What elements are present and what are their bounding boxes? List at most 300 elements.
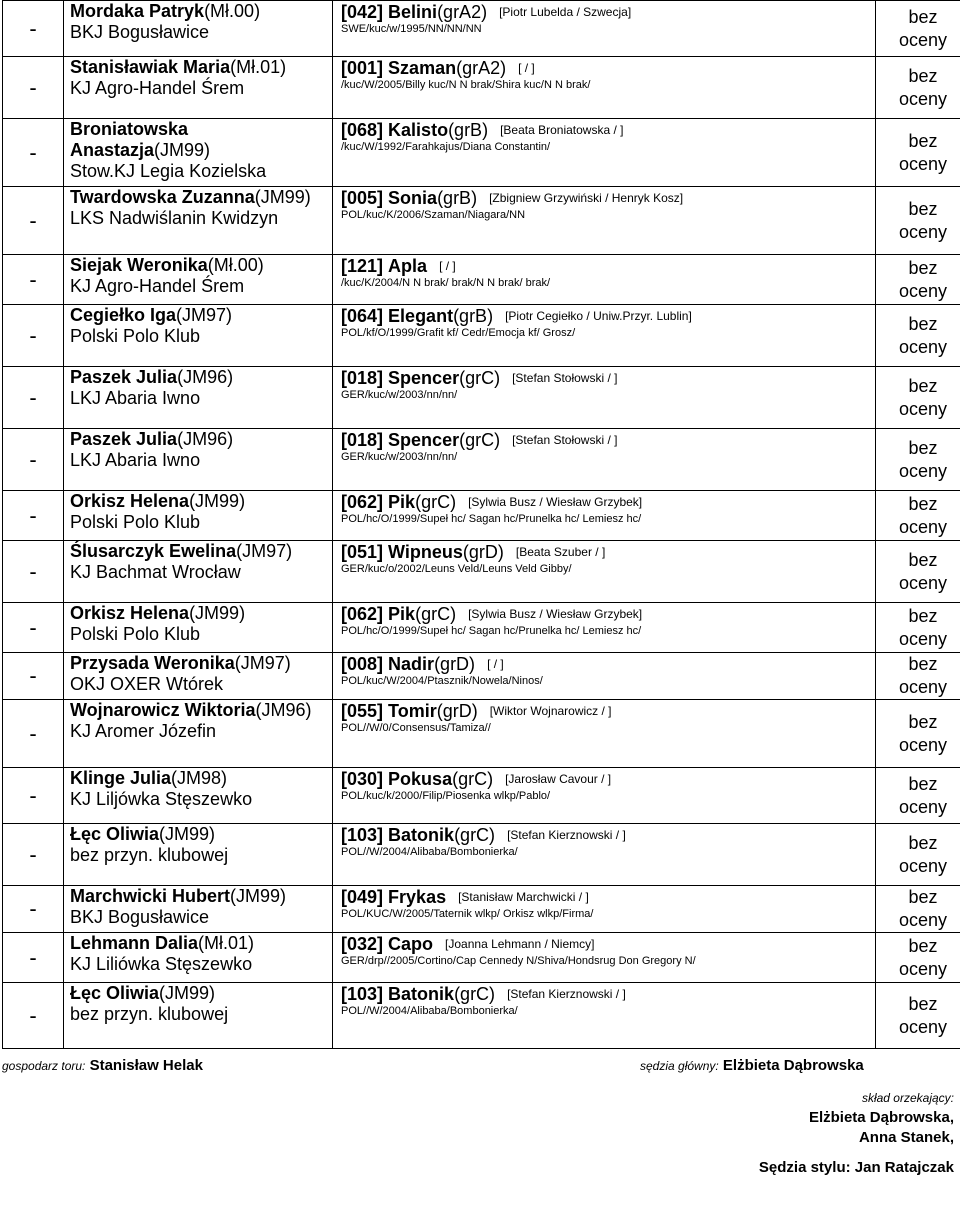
horse-line [341, 603, 875, 625]
rider-name: Wojnarowicz Wiktoria [70, 700, 256, 720]
rider-category: (Mł.00) [207, 255, 264, 275]
rider-club: BKJ Bogusławice [70, 22, 210, 42]
dash-mark: - [29, 502, 37, 528]
rider-cell [64, 429, 333, 491]
horse-owner: [Stefan Kierznowski / ] [507, 828, 626, 842]
horse-number: [121] [341, 256, 384, 276]
rider-name: Orkisz Helena [70, 491, 190, 511]
horse-group: (grB) [448, 120, 489, 140]
score-line-1: bez [908, 935, 938, 956]
horse-name: Sonia [388, 188, 438, 208]
horse-number: [055] [341, 701, 384, 721]
horse-pedigree: GER/kuc/w/2003/nn/nn/ [341, 389, 458, 401]
dash-mark: - [29, 446, 37, 472]
horse-line [341, 886, 875, 908]
horse-cell [333, 886, 876, 933]
score-line-2: oceny [898, 677, 948, 697]
row-dash [3, 603, 64, 653]
horse-line [341, 933, 875, 955]
rider-club: LKJ Abaria Iwno [70, 388, 201, 408]
rider-name-line [70, 305, 332, 326]
rider-category: (JM97) [236, 541, 293, 561]
horse-number: [001] [341, 58, 384, 78]
horse-pedigree: POL/hc/O/1999/Supeł hc/ Sagan hc/Prunelka hc/ Lemiesz hc/ [341, 513, 642, 525]
score-line-2: oceny [898, 460, 948, 481]
style-judge [759, 1159, 954, 1176]
rider-club: LKS Nadwiślanin Kwidzyn [70, 208, 279, 228]
horse-owner: [Stefan Kierznowski / ] [507, 987, 626, 1001]
horse-name: Frykas [388, 887, 447, 907]
rider-club: KJ Bachmat Wrocław [70, 562, 241, 582]
score-cell [876, 57, 960, 119]
horse-cell [333, 933, 876, 983]
horse-pedigree: POL//W/2004/Alibaba/Bombonierka/ [341, 846, 518, 858]
rider-name: Stanisławiak Maria [70, 57, 231, 77]
rider-name-line [70, 933, 332, 954]
dash-mark: - [29, 266, 37, 292]
rider-category: (JM99) [189, 491, 246, 511]
rider-club: KJ Agro-Handel Śrem [70, 276, 245, 296]
rider-category: (JM96) [255, 700, 312, 720]
horse-line [341, 429, 875, 451]
horse-owner: [Stefan Stołowski / ] [512, 433, 618, 447]
rider-cell [64, 1, 333, 57]
horse-group: (grC) [415, 604, 457, 624]
dash-mark: - [29, 841, 37, 867]
horse-name: Tomir [388, 701, 437, 721]
row-dash [3, 983, 64, 1049]
horse-number: [103] [341, 825, 384, 845]
rider-category: (JM98) [171, 768, 228, 788]
horse-pedigree: POL/kf/O/1999/Grafit kf/ Cedr/Emocja kf/ Grosz/ [341, 327, 576, 339]
horse-owner: [Stanisław Marchwicki / ] [458, 890, 589, 904]
score-cell [876, 983, 960, 1049]
table-row [3, 541, 960, 603]
rider-name: Twardowska Zuzanna [70, 187, 255, 207]
horse-group: (grC) [454, 825, 496, 845]
row-dash [3, 1, 64, 57]
results-body [3, 1, 960, 1049]
score-line-2: oceny [898, 516, 948, 537]
row-dash [3, 429, 64, 491]
horse-pedigree: POL/kuc/k/2000/Filip/Piosenka wlkp/Pablo/ [341, 790, 551, 802]
dash-mark: - [29, 944, 37, 970]
row-dash [3, 541, 64, 603]
horse-cell [333, 603, 876, 653]
dash-mark: - [29, 896, 37, 921]
rider-name: Łęc Oliwia [70, 983, 160, 1003]
row-dash [3, 57, 64, 119]
rider-category: (Mł.01) [230, 57, 287, 77]
score-line-2: oceny [898, 1016, 948, 1037]
horse-owner: [Sylwia Busz / Wiesław Grzybek] [468, 495, 643, 509]
score-cell [876, 541, 960, 603]
horse-pedigree: GER/kuc/w/2003/nn/nn/ [341, 451, 458, 463]
rider-name: Łęc Oliwia [70, 824, 160, 844]
horse-owner: [Piotr Lubelda / Szwecja] [499, 5, 632, 19]
score-cell [876, 933, 960, 983]
horse-owner: [Wiktor Wojnarowicz / ] [489, 704, 612, 718]
rider-name-line [70, 886, 332, 907]
horse-pedigree: POL/kuc/W/2004/Ptasznik/Nowela/Ninos/ [341, 675, 543, 687]
score-cell [876, 429, 960, 491]
horse-line [341, 367, 875, 389]
dash-mark: - [29, 15, 37, 41]
horse-line [341, 983, 875, 1005]
horse-cell [333, 119, 876, 187]
horse-number: [068] [341, 120, 384, 140]
rider-name-line [70, 119, 332, 161]
rider-category: (JM99) [230, 886, 287, 906]
rider-cell [64, 603, 333, 653]
rider-name-line [70, 824, 332, 845]
score-line-2: oceny [898, 910, 948, 930]
horse-pedigree: GER/kuc/o/2002/Leuns Veld/Leuns Veld Gibby/ [341, 563, 572, 575]
horse-name: Nadir [388, 654, 435, 674]
horse-group: (grD) [436, 701, 478, 721]
dash-mark: - [29, 139, 37, 165]
horse-cell [333, 768, 876, 824]
horse-owner: [ / ] [487, 657, 504, 671]
horse-group: (grC) [454, 984, 496, 1004]
horse-number: [030] [341, 769, 384, 789]
horse-number: [062] [341, 492, 384, 512]
horse-group: (grB) [453, 306, 494, 326]
horse-owner: [Jarosław Cavour / ] [505, 772, 612, 786]
score-cell [876, 886, 960, 933]
horse-group: (grC) [452, 769, 494, 789]
horse-name: Spencer [388, 368, 460, 388]
rider-name: Przysada Weronika [70, 653, 235, 673]
horse-cell [333, 653, 876, 700]
table-row [3, 653, 960, 700]
horse-name: Elegant [388, 306, 454, 326]
horse-name: Capo [388, 934, 434, 954]
score-line-1: bez [908, 993, 938, 1014]
horse-name: Pokusa [388, 769, 453, 789]
score-line-2: oceny [898, 958, 948, 979]
horse-name: Szaman [388, 58, 457, 78]
score-line-2: oceny [898, 855, 948, 876]
score-cell [876, 700, 960, 768]
score-line-1: bez [908, 773, 938, 794]
table-row [3, 367, 960, 429]
horse-line [341, 768, 875, 790]
horse-number: [062] [341, 604, 384, 624]
score-cell [876, 824, 960, 886]
rider-cell [64, 983, 333, 1049]
horse-owner: [ / ] [439, 259, 456, 273]
rider-name-line [70, 603, 332, 624]
horse-line [341, 255, 875, 277]
horse-cell [333, 491, 876, 541]
row-dash [3, 255, 64, 305]
rider-cell [64, 491, 333, 541]
rider-name: Broniatowska Anastazja [70, 119, 189, 160]
score-line-2: oceny [898, 280, 948, 301]
horse-group: (grA2) [456, 58, 507, 78]
rider-cell [64, 119, 333, 187]
score-line-1: bez [908, 375, 938, 396]
rider-name-line [70, 768, 332, 789]
horse-number: [005] [341, 188, 384, 208]
judge-block [640, 1057, 864, 1074]
horse-group: (grC) [459, 368, 501, 388]
horse-cell [333, 700, 876, 768]
score-cell [876, 255, 960, 305]
horse-number: [008] [341, 654, 384, 674]
rider-cell [64, 886, 333, 933]
score-line-1: bez [908, 130, 938, 151]
score-line-1: bez [908, 6, 938, 27]
horse-pedigree: SWE/kuc/w/1995/NN/NN/NN [341, 23, 482, 35]
horse-cell [333, 983, 876, 1049]
dash-mark: - [29, 663, 37, 688]
horse-number: [103] [341, 984, 384, 1004]
horse-line [341, 1, 875, 23]
score-line-1: bez [908, 605, 938, 626]
host-block [2, 1057, 203, 1074]
rider-club: Polski Polo Klub [70, 624, 201, 644]
rider-cell [64, 305, 333, 367]
horse-line [341, 700, 875, 722]
score-line-2: oceny [898, 628, 948, 649]
rider-category: (JM99) [159, 983, 216, 1003]
horse-cell [333, 429, 876, 491]
horse-line [341, 541, 875, 563]
horse-owner: [Joanna Lehmann / Niemcy] [445, 937, 595, 951]
rider-name-line [70, 367, 332, 388]
row-dash [3, 187, 64, 255]
score-line-1: bez [908, 257, 938, 278]
score-line-2: oceny [898, 734, 948, 755]
host-name: Stanisław Helak [89, 1057, 203, 1074]
horse-cell [333, 1, 876, 57]
rider-cell [64, 57, 333, 119]
score-cell [876, 119, 960, 187]
score-cell [876, 653, 960, 700]
rider-category: (JM97) [234, 653, 291, 673]
panel-label: skład orzekający: [861, 1091, 954, 1105]
horse-cell [333, 367, 876, 429]
horse-group: (grD) [434, 654, 476, 674]
rider-club: KJ Agro-Handel Śrem [70, 78, 245, 98]
score-line-1: bez [908, 711, 938, 732]
horse-line [341, 824, 875, 846]
rider-category: (JM96) [177, 429, 234, 449]
horse-line [341, 187, 875, 209]
rider-name-line [70, 57, 332, 78]
horse-number: [018] [341, 430, 384, 450]
rider-name-line [70, 255, 332, 276]
horse-owner: [Zbigniew Grzywiński / Henryk Kosz] [489, 191, 684, 205]
score-line-1: bez [908, 654, 938, 674]
row-dash [3, 886, 64, 933]
judge-label: sędzia główny: [640, 1059, 719, 1073]
rider-name: Marchwicki Hubert [70, 886, 231, 906]
horse-cell [333, 255, 876, 305]
score-cell [876, 491, 960, 541]
horse-name: Apla [388, 256, 428, 276]
rider-name: Siejak Weronika [70, 255, 208, 275]
rider-category: (Mł.00) [204, 1, 261, 21]
rider-cell [64, 933, 333, 983]
table-row [3, 305, 960, 367]
score-line-2: oceny [898, 29, 948, 50]
dash-mark: - [29, 614, 37, 640]
score-line-1: bez [908, 549, 938, 570]
horse-name: Spencer [388, 430, 460, 450]
horse-owner: [Beata Broniatowska / ] [500, 123, 624, 137]
score-line-1: bez [908, 887, 938, 907]
horse-owner: [Sylwia Busz / Wiesław Grzybek] [468, 607, 643, 621]
results-table [2, 0, 960, 1049]
score-line-2: oceny [898, 153, 948, 174]
rider-name-line [70, 653, 332, 674]
score-line-1: bez [908, 437, 938, 458]
horse-owner: [ / ] [518, 61, 535, 75]
score-line-1: bez [908, 65, 938, 86]
rider-name-line [70, 1, 332, 22]
horse-pedigree: /kuc/W/2005/Billy kuc/N N brak/Shira kuc/N N brak/ [341, 79, 591, 91]
horse-pedigree: POL/kuc/K/2006/Szaman/Niagara/NN [341, 209, 526, 221]
table-row [3, 603, 960, 653]
score-line-2: oceny [898, 796, 948, 817]
row-dash [3, 653, 64, 700]
score-line-1: bez [908, 493, 938, 514]
row-dash [3, 768, 64, 824]
rider-name-line [70, 491, 332, 512]
score-cell [876, 187, 960, 255]
rider-cell [64, 541, 333, 603]
rider-name-line [70, 541, 332, 562]
score-line-2: oceny [898, 221, 948, 242]
score-line-2: oceny [898, 572, 948, 593]
dash-mark: - [29, 384, 37, 410]
row-dash [3, 367, 64, 429]
score-line-1: bez [908, 313, 938, 334]
table-row [3, 824, 960, 886]
rider-category: (JM99) [254, 187, 311, 207]
dash-mark: - [29, 782, 37, 808]
dash-mark: - [29, 1002, 37, 1028]
score-cell [876, 603, 960, 653]
rider-club: KJ Liliówka Stęszewko [70, 954, 253, 974]
rider-name: Cegiełko Iga [70, 305, 177, 325]
dash-mark: - [29, 74, 37, 100]
rider-cell [64, 768, 333, 824]
rider-category: (JM99) [189, 603, 246, 623]
table-row [3, 491, 960, 541]
judge-name: Elżbieta Dąbrowska [722, 1057, 864, 1074]
panel-block [809, 1088, 954, 1148]
horse-line [341, 57, 875, 79]
rider-category: (Mł.01) [198, 933, 255, 953]
row-dash [3, 491, 64, 541]
horse-owner: [Piotr Cegiełko / Uniw.Przyr. Lublin] [505, 309, 692, 323]
score-cell [876, 768, 960, 824]
rider-name-line [70, 983, 332, 1004]
rider-cell [64, 187, 333, 255]
horse-group: (grD) [462, 542, 504, 562]
score-cell [876, 305, 960, 367]
horse-name: Wipneus [388, 542, 463, 562]
score-line-2: oceny [898, 398, 948, 419]
horse-cell [333, 541, 876, 603]
rider-name: Mordaka Patryk [70, 1, 205, 21]
score-line-1: bez [908, 198, 938, 219]
horse-name: Pik [388, 604, 416, 624]
table-row [3, 255, 960, 305]
row-dash [3, 933, 64, 983]
style-judge-text: Sędzia stylu: Jan Ratajczak [758, 1159, 954, 1176]
rider-club: bez przyn. klubowej [70, 1004, 229, 1024]
rider-club: Polski Polo Klub [70, 326, 201, 346]
rider-category: (JM99) [154, 140, 211, 160]
table-row [3, 187, 960, 255]
rider-name-line [70, 187, 332, 208]
rider-name: Paszek Julia [70, 367, 178, 387]
horse-pedigree: /kuc/W/1992/Farahkajus/Diana Constantin/ [341, 141, 551, 153]
horse-owner: [Stefan Stołowski / ] [512, 371, 618, 385]
row-dash [3, 305, 64, 367]
dash-mark: - [29, 720, 37, 746]
horse-name: Belini [388, 2, 438, 22]
score-line-2: oceny [898, 88, 948, 109]
rider-name-line [70, 429, 332, 450]
rider-name: Klinge Julia [70, 768, 172, 788]
table-row [3, 119, 960, 187]
rider-name: Orkisz Helena [70, 603, 190, 623]
rider-club: bez przyn. klubowej [70, 845, 229, 865]
host-label: gospodarz toru: [2, 1059, 86, 1073]
horse-number: [042] [341, 2, 384, 22]
horse-pedigree: /kuc/K/2004/N N brak/ brak/N N brak/ brak/ [341, 277, 551, 289]
dash-mark: - [29, 322, 37, 348]
score-line-1: bez [908, 832, 938, 853]
row-dash [3, 119, 64, 187]
rider-cell [64, 367, 333, 429]
score-line-2: oceny [898, 336, 948, 357]
horse-pedigree: POL//W/0/Consensus/Tamiza// [341, 722, 491, 734]
table-row [3, 429, 960, 491]
horse-pedigree: POL/KUC/W/2005/Taternik wlkp/ Orkisz wlkp/Firma/ [341, 908, 594, 920]
dash-mark: - [29, 558, 37, 584]
horse-number: [032] [341, 934, 384, 954]
rider-cell [64, 700, 333, 768]
rider-name: Ślusarczyk Ewelina [70, 541, 237, 561]
horse-group: (grC) [415, 492, 457, 512]
horse-number: [051] [341, 542, 384, 562]
horse-cell [333, 57, 876, 119]
horse-number: [018] [341, 368, 384, 388]
horse-group: (grA2) [437, 2, 488, 22]
row-dash [3, 824, 64, 886]
horse-name: Pik [388, 492, 416, 512]
rider-cell [64, 255, 333, 305]
horse-line [341, 653, 875, 675]
horse-pedigree: POL/hc/O/1999/Supeł hc/ Sagan hc/Prunelka hc/ Lemiesz hc/ [341, 625, 642, 637]
rider-club: Polski Polo Klub [70, 512, 201, 532]
row-dash [3, 700, 64, 768]
rider-category: (JM96) [177, 367, 234, 387]
horse-pedigree: POL//W/2004/Alibaba/Bombonierka/ [341, 1005, 518, 1017]
horse-group: (grC) [459, 430, 501, 450]
rider-name-line [70, 700, 332, 721]
rider-club: KJ Aromer Józefin [70, 721, 217, 741]
rider-club: LKJ Abaria Iwno [70, 450, 201, 470]
horse-owner: [Beata Szuber / ] [515, 545, 606, 559]
